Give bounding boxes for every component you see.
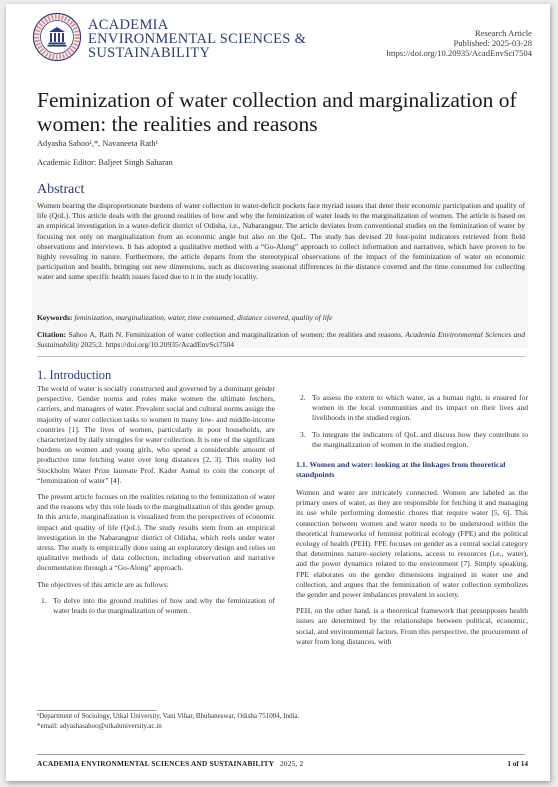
objective-text: To assess the extent to which water, as a human right, is ensured for women in the local communities and its impact on their lives and livelihoods in the studied region. [312, 393, 528, 423]
email-footnote[interactable]: *email: adyashasahoo@utkaluniversity.ac.in [37, 721, 162, 730]
section-divider [37, 356, 525, 357]
affiliation-footnote: ¹Department of Sociology, Utkal University, Vani Vihar, Bhubaneswar, Odisha 751004, India. [37, 712, 300, 720]
published-date: Published: 2025-03-28 [453, 38, 532, 49]
citation-label: Citation: [37, 330, 67, 339]
academic-editor: Academic Editor: Baljeet Singh Saharan [37, 158, 173, 167]
journal-name-line-3: SUSTAINABILITY [88, 45, 211, 61]
right-paragraph-1: Women and water are intricately connected. Women are labeled as the primary users of water, as they are responsible for fetching it and managing its use while performing domestic chores that require water [5, 6]. This connection between women and water needs to be understood within the theoretical frameworks of feminist political ecology (FPE) and the political ecology of health (PEH). FPE focuses on gender as a central social category that determines nature–society relations, access to resources (i.e., water), and the power dynamics related to the environment [7]. Simply speaking, FPE elaborates on the gender dimensions ingrained in water use and collection, and argues that the feminization of water collection symbolizes the gender and power imbalances prevalent in society. [296, 488, 528, 600]
footnote-divider [37, 710, 157, 711]
objective-text: To delve into the ground realities of how and why the feminization of water leads to the marginalization of women. [53, 595, 275, 616]
footer-divider [37, 754, 525, 755]
journal-header [32, 12, 532, 66]
article-title: Feminization of water collection and marginalization of women: the realities and reasons [37, 88, 517, 136]
footer-issue: 2025, 2 [280, 759, 304, 768]
subsection-heading: 1.1. Women and water: looking at the linkages from theoretical standpoints [296, 460, 506, 480]
introduction-heading: 1. Introduction [37, 368, 112, 382]
paper-page [6, 4, 550, 781]
page-number: 1 of 14 [507, 759, 528, 768]
article-doi-link[interactable]: https://doi.org/10.20935/AcadEnvSci7504 [386, 48, 532, 59]
footnotes [37, 712, 487, 731]
keywords-line [37, 313, 525, 322]
citation-doi[interactable]: 2025;2. https://doi.org/10.20935/AcadEnvSci7504 [80, 340, 235, 350]
citation-journal: Academia Environmental Sciences and Sustainability [37, 330, 525, 350]
author-list: Adyasha Sahoo¹,*, Navaneeta Rath¹ [37, 139, 159, 148]
journal-name-line-1: ACADEMIA [88, 17, 169, 33]
keywords-label: Keywords: [37, 313, 73, 322]
abstract-text: Women bearing the disproportionate burdens of water collection in water-deficit pockets face myriad issues that deter their economic participation and quality of life (QoL). This article deals with the ground realities of how and why the feminization of water leads to the marginalization of women. The article is based on an empirical investigation in a water-deficit district of Odisha, i.e., Nabarangpur. The article deviates from conventional studies on the feminization of water by focusing not only on marginalization from an economic angle but also on the QoL. The study has devised 20 four-point indicators retrieved from field observations and interviews. It has adopted a qualitative method with a “Go-Along” approach to collect information and narratives, which have proven to be highly revealing in nature. Furthermore, the article departs from the stereotypical observations of the impact of the feminization of water on economic participation and health, bringing out new dimensions, such as discovering seasonal differences in the distance covered and the time consumed for collecting water and some specific health issues faced due to it in the study locality. [37, 201, 525, 282]
journal-logo-icon [32, 12, 82, 62]
objective-number: 2. [300, 393, 306, 402]
intro-paragraph-3: The objectives of this article are as follows: [37, 579, 169, 589]
objective-item [296, 393, 528, 424]
right-column [296, 393, 528, 653]
right-paragraph-2: PEH, on the other hand, is a theoretical framework that presupposes health issues are determined by the relationships between political, economic, social, and environmental factors. From this perspective, the procurement of water from long distances, with [296, 606, 528, 646]
objective-item [296, 430, 528, 450]
article-meta [387, 28, 532, 59]
objective-item [37, 596, 275, 616]
footer-journal [37, 759, 303, 768]
journal-name-line-2: ENVIRONMENTAL SCIENCES & [88, 31, 307, 47]
objective-number: 1. [41, 595, 47, 605]
article-type: Research Article [474, 28, 532, 38]
footer-journal-name: ACADEMIA ENVIRONMENTAL SCIENCES AND SUSTAINABILITY [37, 759, 274, 768]
citation-text: Sahoo A, Rath N. Feminization of water collection and marginalization of women: the realities and reasons. [68, 330, 403, 339]
intro-paragraph-1: The world of water is socially constructed and governed by a dominant gender perspective. Gender norms and roles make women the ultimate fetchers, carriers, and managers of water. Prevalent social and cultural norms assign the majority of water collection tasks to women in many low- and middle-income countries [1]. The lives of women, particularly in poor households, are characterized by daily struggles for water collection. It is one of the significant burdens on women and young girls, who spend a considerable amount of productive time fetching water over long distances [2, 3]. This reality led Stockholm Water Prize laureate Prof. Kader Asmal to coin the concept of “feminization of water” [4]. [37, 384, 275, 485]
left-column [37, 384, 275, 622]
objective-text: To integrate the indicators of QoL and discuss how they contribute to the marginalization of women in the studied region. [312, 429, 528, 449]
journal-name [88, 18, 338, 60]
keywords-list: feminization, marginalization, water, time consumed, distance covered, quality of life [74, 313, 333, 322]
intro-paragraph-2: The present article focuses on the realities relating to the feminization of water and the reasons why this role leads to the marginalization of this gender group. In this article, marginalization is visualized from the perspectives of economic impact and quality of life (QoL). The study results stem from an empirical investigation in the Nabarangpur district of Odisha, which reels under water stress. The study is empirically done using an exploratory design and relies on qualitative methods of data collection, including observation and narrative documentation through a “Go-Along” approach. [37, 492, 275, 573]
citation-line [37, 330, 525, 350]
objective-number: 3. [300, 429, 306, 439]
abstract-heading: Abstract [37, 182, 85, 197]
